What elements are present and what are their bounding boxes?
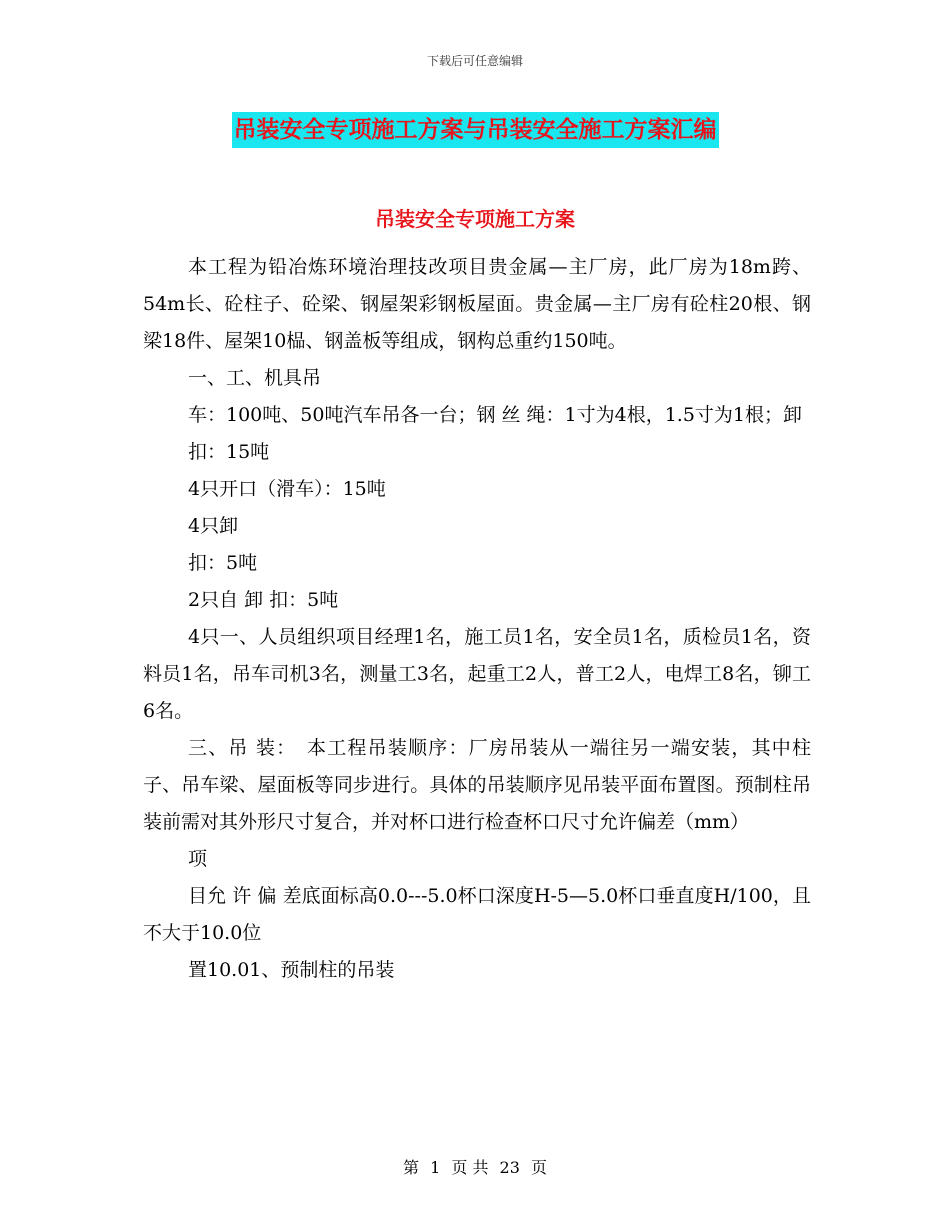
paragraph: 4只开口（滑车）：15吨 — [188, 478, 386, 500]
header-note: 下载后可任意编辑 — [426, 54, 523, 68]
paragraph: 车：100吨、50吨汽车吊各一台；钢 丝 绳：1寸为4根，1.5寸为1根；卸 — [188, 404, 803, 426]
paragraph: 4只一、人员组织项目经理1名，施工员1名，安全员1名，质检员1名，资料员1名，吊车司机3名，测量工3名，起重工2人，普工2人，电焊工8名，铆工6名。 — [143, 626, 811, 722]
paragraph: 扣：15吨 — [188, 441, 270, 463]
document-body — [143, 249, 811, 989]
footer-prefix: 第 — [402, 1158, 419, 1177]
paragraph: 项 — [188, 848, 208, 870]
paragraph: 4只卸 — [188, 515, 239, 537]
page-footer — [0, 1155, 950, 1178]
page-number: 1 — [430, 1158, 441, 1177]
paragraph: 目允 许 偏 差底面标高0.0---5.0杯口深度H-5—5.0杯口垂直度H/100，且不大于10.0位 — [143, 885, 811, 944]
main-title-container — [0, 112, 950, 148]
total-pages: 23 — [499, 1158, 520, 1177]
footer-suffix: 页 — [531, 1158, 548, 1177]
section-title: 吊装安全专项施工方案 — [375, 207, 575, 231]
paragraph: 2只自 卸 扣：5吨 — [188, 589, 339, 611]
footer-middle: 页 共 — [451, 1158, 489, 1177]
paragraph: 一、工、机具吊 — [188, 367, 322, 389]
main-title: 吊装安全专项施工方案与吊装安全施工方案汇编 — [232, 112, 719, 148]
paragraph: 扣：5吨 — [188, 552, 258, 574]
paragraph: 置10.01、预制柱的吊装 — [188, 959, 395, 981]
paragraph: 三、吊 装： 本工程吊装顺序：厂房吊装从一端往另一端安装，其中柱子、吊车梁、屋面板等同步进行。具体的吊装顺序见吊装平面布置图。预制柱吊装前需对其外形尺寸复合，并对杯口进行检查杯口尺寸允许偏差（mm） — [143, 737, 811, 833]
paragraph: 本工程为铅冶炼环境治理技改项目贵金属—主厂房，此厂房为18m跨、54m长、砼柱子、砼梁、钢屋架彩钢板屋面。贵金属—主厂房有砼柱20根、钢梁18件、屋架10榀、钢盖板等组成，钢构总重约150吨。 — [143, 256, 811, 352]
